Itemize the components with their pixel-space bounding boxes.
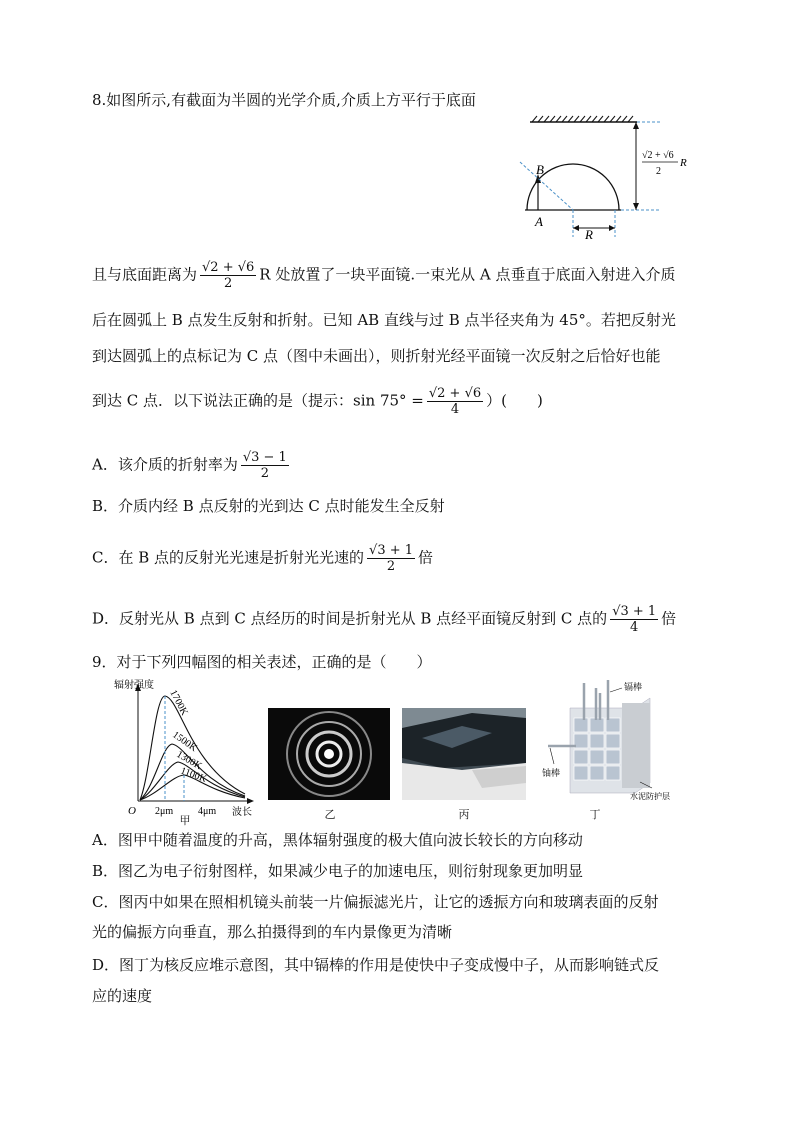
q9-option-d-line1: D．图丁为核反应堆示意图，其中镉棒的作用是使快中子变成慢中子，从而影响链式反 — [92, 956, 660, 974]
q9-stem: 9．对于下列四幅图的相关表述，正确的是（ ） — [92, 653, 432, 671]
label-shield: 水泥防护层 — [630, 792, 670, 801]
label-1700k: 1700K — [167, 688, 190, 718]
q9-option-d-line2: 应的速度 — [92, 987, 153, 1005]
blackbody-chart — [110, 676, 260, 821]
tick-4um: 4μm — [198, 806, 217, 817]
q8-option-d: D．反射光从 B 点到 C 点经历的时间是折射光从 B 点经平面镜反射到 C 点的 $\frac{√3 + 1}{4}$ 倍 — [92, 604, 677, 635]
q8-option-c: C．在 B 点的反射光光速是折射光光速的 $\frac{√3 + 1}{2}$ 倍 — [92, 543, 434, 574]
q9-option-a: A．图甲中随着温度的升高，黑体辐射强度的极大值向波长较长的方向移动 — [92, 831, 583, 849]
q8-option-b: B．介质内经 B 点反射的光到达 C 点时能发生全反射 — [92, 497, 445, 515]
ylabel: 辐射强度 — [114, 680, 154, 691]
label-1300k: 1300K — [174, 749, 204, 773]
q8-line-1: 8.如图所示,有截面为半圆的光学介质,介质上方平行于底面 — [92, 91, 476, 109]
label-1100k: 1100K — [178, 765, 208, 786]
label-b: B — [536, 162, 544, 177]
hint-fraction: $\frac{√2 + √6}{4}$ — [428, 386, 482, 417]
label-a: A — [535, 214, 543, 229]
xlabel: 波长 — [232, 807, 252, 818]
reactor-diagram — [540, 678, 690, 803]
caption-yi: 乙 — [324, 808, 336, 821]
label-1500k: 1500K — [170, 729, 199, 755]
caption-jia: 甲 — [179, 814, 191, 827]
q8-line-5: 到达 C 点．以下说法正确的是（提示：sin 75° = $\frac{√2 + √6}{4}$ ）( ) — [92, 386, 543, 417]
caption-bing: 丙 — [458, 808, 470, 821]
dist-num: √2 + √6 — [642, 150, 674, 161]
label-cadmium: 镉棒 — [624, 683, 643, 693]
car-windshield-photo — [402, 708, 526, 800]
q9-option-c-line1: C．图丙中如果在照相机镜头前装一片偏振滤光片，让它的透振方向和玻璃表面的反射 — [92, 893, 659, 911]
label-r: R — [585, 227, 593, 242]
q9-option-c-line2: 光的偏振方向垂直，那么拍摄得到的车内景像更为清晰 — [92, 923, 453, 941]
q8-line-2: 且与底面距离为 $\frac{√2 + √6}{2}$ R 处放置了一块平面镜.一束光从 A 点垂直于底面入射进入介质 — [92, 260, 676, 291]
mirror-hatch — [532, 116, 633, 122]
q9-option-b: B．图乙为电子衍射图样，如果减少电子的加速电压，则衍射现象更加明显 — [92, 862, 584, 880]
q8-line-3: 后在圆弧上 B 点发生反射和折射。已知 AB 直线与过 B 点半径夹角为 45°。若把反射光 — [92, 311, 676, 329]
origin: O — [128, 805, 136, 817]
label-uranium: 铀棒 — [542, 769, 561, 779]
dist-r: R — [680, 157, 687, 169]
distance-fraction: $\frac{√2 + √6}{2}$ — [202, 260, 255, 291]
q8-option-a: A．该介质的折射率为 $\frac{√3 - 1}{2}$ — [92, 450, 287, 481]
caption-ding: 丁 — [589, 808, 601, 821]
tick-2um: 2μm — [155, 806, 174, 817]
dist-den: 2 — [656, 166, 661, 177]
electron-diffraction-image — [268, 708, 390, 800]
semicircle-mirror-figure — [515, 112, 700, 242]
q8-line-4: 到达圆弧上的点标记为 C 点（图中未画出），则折射光经平面镜一次反射之后恰好也能 — [92, 347, 661, 365]
